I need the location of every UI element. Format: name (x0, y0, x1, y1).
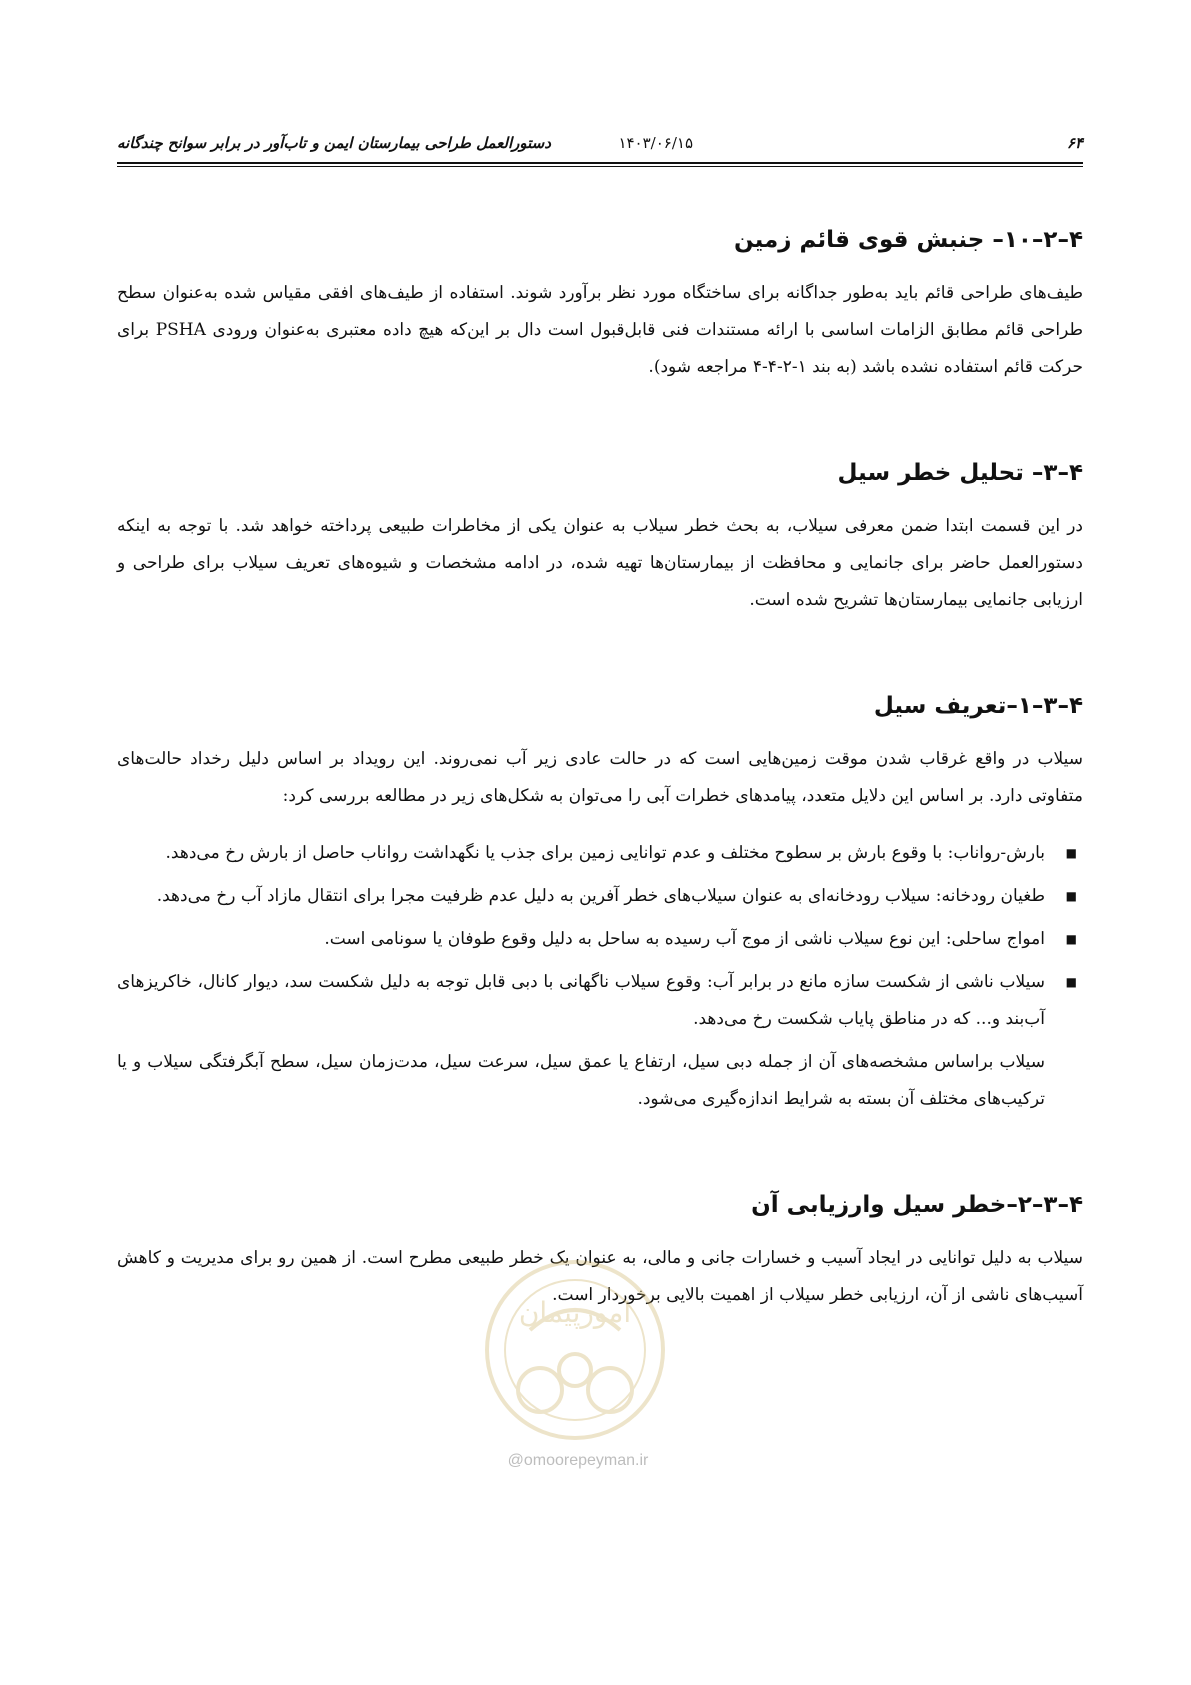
section-paragraph-flood-hazard: در این قسمت ابتدا ضمن معرفی سیلاب، به بحث خطر سیلاب به عنوان یکی از مخاطرات طبیعی پرداخته خواهد شد. با توجه به اینکه دستورالعمل حاضر برای جانمایی و محافظت از بیمارستان‌ها تهیه شده، در ادامه مشخصات و شیوه‌های تعریف سیلاب برای طراحی و ارزیابی جانمایی بیمارستان‌ها تشریح شده است. (117, 516, 1083, 610)
watermark-logo-text: امورپیمان (518, 1296, 632, 1329)
page-number: ۶۴ (1066, 134, 1083, 152)
section-paragraph-flood-definition: سیلاب در واقع غرقاب شدن موقت زمین‌هایی است که در حالت عادی زیر آب نمی‌روند. این رویداد بر اساس دلیل رخداد حالت‌های متفاوتی دارد. بر اساس این دلایل متعدد، پیامدهای خطرات آبی را می‌توان به شکل‌های زیر در مطالعه بررسی کرد: (117, 749, 1083, 806)
header-rule (117, 162, 1083, 164)
header-title: دستورالعمل طراحی بیمارستان ایمن و تاب‌آور در برابر سوانح چندگانه (117, 134, 551, 152)
watermark-text: @omoorepeyman.ir (507, 1452, 649, 1469)
header-date: ۱۴۰۳/۰۶/۱۵ (618, 134, 693, 152)
watermark-logo-icon (470, 1250, 680, 1450)
page-content (117, 205, 1083, 1314)
bullet-icon: ■ (1065, 932, 1077, 946)
section-heading-flood-assessment: ۴–۳–۲–خطر سیل وارزیابی آن (751, 1192, 1083, 1218)
bullet-icon: ■ (1065, 846, 1077, 860)
list-item: ■ بارش-رواناب: با وقوع بارش بر سطوح مختلف و عدم توانایی زمین برای جذب یا نگهداشت رواناب حاصل از بارش رخ می‌دهد. (117, 835, 1045, 872)
section-heading-ground-motion: ۴–۲–۱۰– جنبش قوی قائم زمین (733, 227, 1083, 253)
list-item: ■ امواج ساحلی: این نوع سیلاب ناشی از موج آب رسیده به ساحل به دلیل وقوع طوفان یا سونامی است. (117, 921, 1045, 958)
section-heading-flood-definition: ۴–۳–۱–تعریف سیل (873, 693, 1083, 719)
list-item: ■ طغیان رودخانه: سیلاب رودخانه‌ای به عنوان سیلاب‌های خطر آفرین به دلیل عدم ظرفیت مجرا برای انتقال مازاد آب رخ می‌دهد. (117, 878, 1045, 915)
flood-characteristics-paragraph: سیلاب براساس مشخصه‌های آن از جمله دبی سیل، ارتفاع یا عمق سیل، سرعت سیل، مدت‌زمان سیل، سطح آبگرفتگی سیلاب و یا ترکیب‌های مختلف آن بسته به شرایط اندازه‌گیری می‌شود. (117, 1052, 1045, 1109)
bullet-icon: ■ (1065, 975, 1077, 989)
page-header (117, 134, 1083, 160)
section-heading-flood-hazard: ۴–۳– تحلیل خطر سیل (837, 460, 1083, 486)
flood-types-list (117, 835, 1083, 1038)
section-paragraph-ground-motion: طیف‌های طراحی قائم باید به‌طور جداگانه برای ساختگاه مورد نظر برآورد شوند. استفاده از طیف‌های افقی مقیاس شده به‌عنوان سطح طراحی قائم مطابق الزامات اساسی با ارائه مستندات فنی قابل‌قبول است دال بر این‌که هیچ داده معتبری به‌عنوان ورودی PSHA برای حرکت قائم استفاده نشده باشد (به بند ۱-۲-۴-۴ مراجعه شود). (117, 283, 1084, 377)
list-item: ■ سیلاب ناشی از شکست سازه مانع در برابر آب: وقوع سیلاب ناگهانی با دبی قابل توجه به دلیل شکست سد، دیوار کانال، خاکریزهای آب‌بند و... که در مناطق پایاب شکست رخ می‌دهد. (117, 964, 1045, 1038)
section-paragraph-flood-assessment: سیلاب به دلیل توانایی در ایجاد آسیب و خسارات جانی و مالی، به عنوان یک خطر طبیعی مطرح است. از همین رو برای مدیریت و کاهش آسیب‌های ناشی از آن، ارزیابی خطر سیلاب از اهمیت بالایی برخوردار است. (117, 1248, 1083, 1305)
bullet-icon: ■ (1065, 889, 1077, 903)
header-rule-thin (117, 166, 1083, 167)
